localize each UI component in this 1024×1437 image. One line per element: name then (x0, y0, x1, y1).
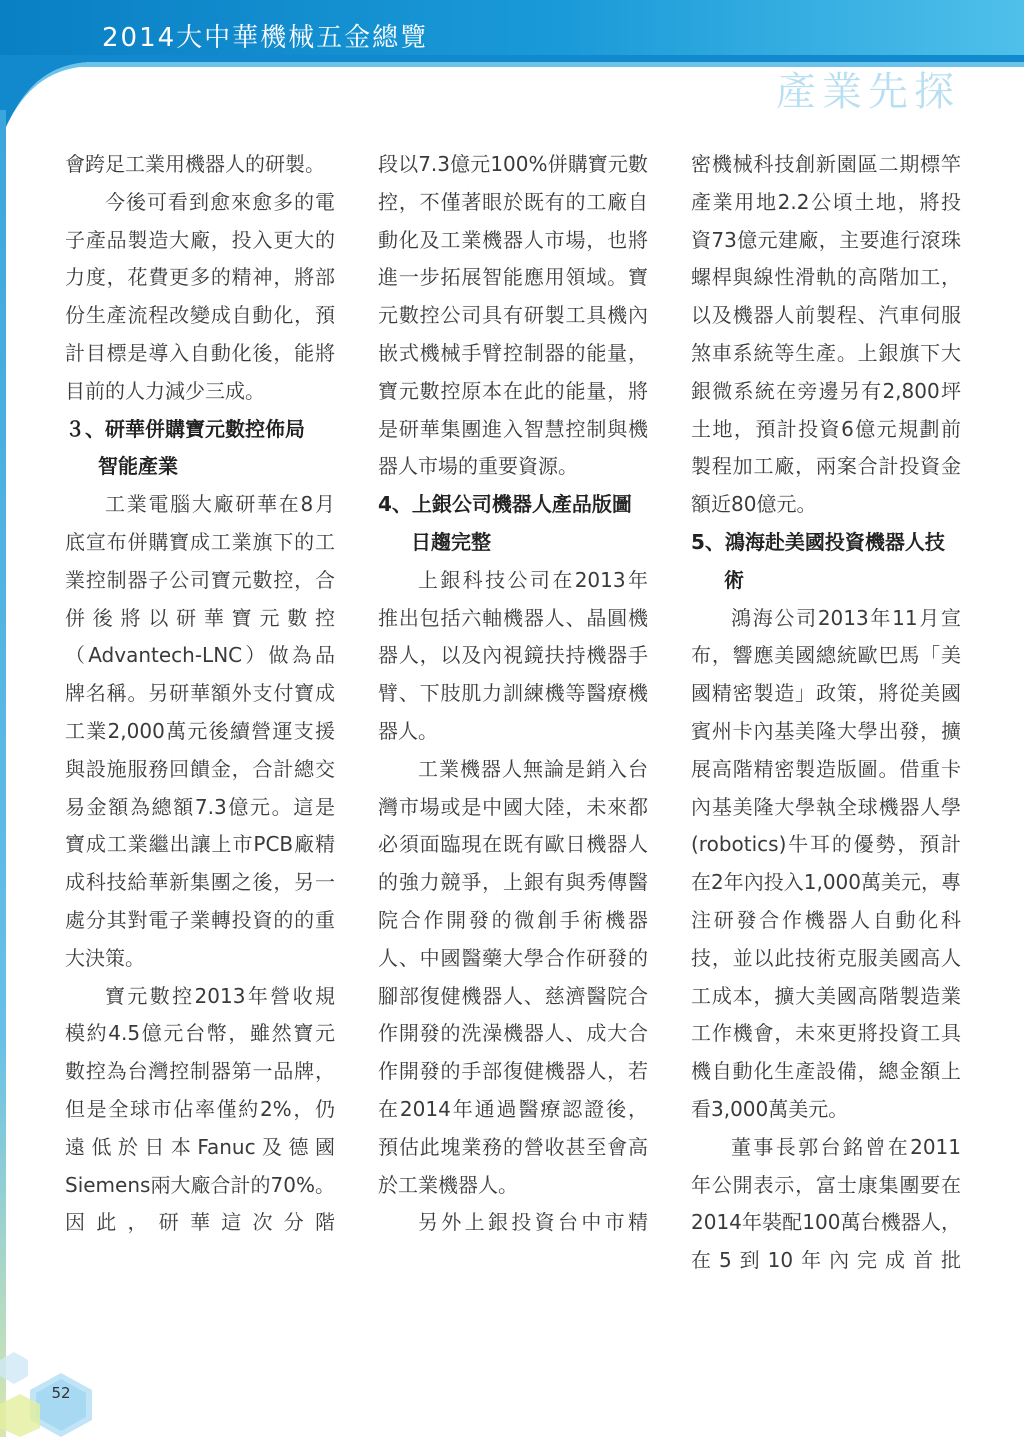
section-heading-line-1: 5、鴻海赴美國投資機器人技 (691, 529, 945, 554)
text-column-3 (691, 146, 961, 1280)
text-column-2 (378, 146, 648, 1242)
body-paragraph: 會跨足工業用機器人的研製。 (65, 152, 325, 176)
section-title: 產業先探 (776, 69, 960, 115)
text-column-1 (65, 146, 335, 1242)
section-heading (691, 524, 961, 600)
section-heading-line-2: 術 (724, 567, 744, 592)
section-heading-line-2: 智能產業 (98, 454, 178, 479)
left-edge-strip (0, 110, 6, 1437)
body-paragraph: 鴻海公司2013年11月宣布，響應美國總統歐巴馬「美國精密製造」政策，將從美國賓州卡內基美隆大學出發，擴展高階精密製造版圖。借重卡內基美隆大學執全球機器人學(robotics)牛耳的優勢，預計在2年內投入1,000萬美元，專注研發合作機器人自動化科技，並以此技術克服美國高人工成本，擴大美國高階製造業工作機會，未來更將投資工具機自動化生產設備，總金額上看3,000萬美元。 (691, 605, 961, 1121)
body-paragraph: 密機械科技創新園區二期標竿產業用地2.2公頃土地，將投資73億元建廠，主要進行滾珠螺桿與線性滑軌的高階加工，以及機器人前製程、汽車伺服煞車系統等生產。上銀旗下大銀微系統在旁邊另有2,800坪土地，預計投資6億元規劃前製程加工廠，兩案合計投資金額近80億元。 (691, 152, 961, 517)
body-paragraph: 董事長郭台銘曾在2011年公開表示，富士康集團要在2014年裝配100萬台機器人，在5到10年內完成首批 (691, 1134, 961, 1273)
body-paragraph: 今後可看到愈來愈多的電子產品製造大廠，投入更大的力度，花費更多的精神，將部份生產流程改變成自動化，預計目標是導入自動化後，能將目前的人力減少三成。 (65, 189, 335, 403)
section-heading-line-1: ３、研華併購寶元數控佈局 (65, 416, 305, 441)
body-paragraph: 段以7.3億元100%併購寶元數控，不僅著眼於既有的工廠自動化及工業機器人市場，也將進一步拓展智能應用領域。寶元數控公司具有研製工具機內嵌式機械手臂控制器的能量，寶元數控原本在此的能量，將是研華集團進入智慧控制與機器人市場的重要資源。 (378, 152, 648, 479)
body-paragraph: 上銀科技公司在2013年推出包括六軸機器人、晶圓機器人，以及內視鏡扶持機器手臂、下肢肌力訓練機等醫療機器人。 (378, 567, 648, 743)
body-paragraph: 工業電腦大廠研華在8月底宣布併購寶成工業旗下的工業控制器子公司寶元數控，合併後將以研華寶元數控（Advantech-LNC）做為品牌名稱。另研華額外支付寶成工業2,000萬元後續營運支援與設施服務回饋金，合計總交易金額為總額7.3億元。這是寶成工業繼出讓上市PCB廠精成科技給華新集團之後，另一處分其對電子業轉投資的的重大決策。 (65, 492, 335, 970)
section-heading (378, 486, 648, 562)
section-heading-line-1: 4、上銀公司機器人產品版圖 (378, 492, 632, 517)
body-paragraph: 寶元數控2013年營收規模約4.5億元台幣，雖然寶元數控為台灣控制器第一品牌，但是全球市佔率僅約2%，仍遠低於日本Fanuc及德國Siemens兩大廠合計的70%。因此，研華這次分階 (65, 983, 335, 1235)
body-paragraph: 另外上銀投資台中市精 (418, 1210, 648, 1235)
section-heading-line-2: 日趨完整 (411, 529, 491, 554)
body-paragraph: 工業機器人無論是銷入台灣市場或是中國大陸，未來都必須面臨現在既有歐日機器人的強力競爭，上銀有與秀傳醫院合作開發的微創手術機器人、中國醫藥大學合作研發的腳部復健機器人、慈濟醫院合作開發的洗澡機器人、成大合作開發的手部復健機器人，若在2014年通過醫療認證後，預估此塊業務的營收甚至會高於工業機器人。 (378, 756, 648, 1197)
publication-title: 2014大中華機械五金總覽 (102, 23, 429, 53)
section-heading (65, 411, 335, 487)
page-number: 52 (51, 1384, 71, 1402)
